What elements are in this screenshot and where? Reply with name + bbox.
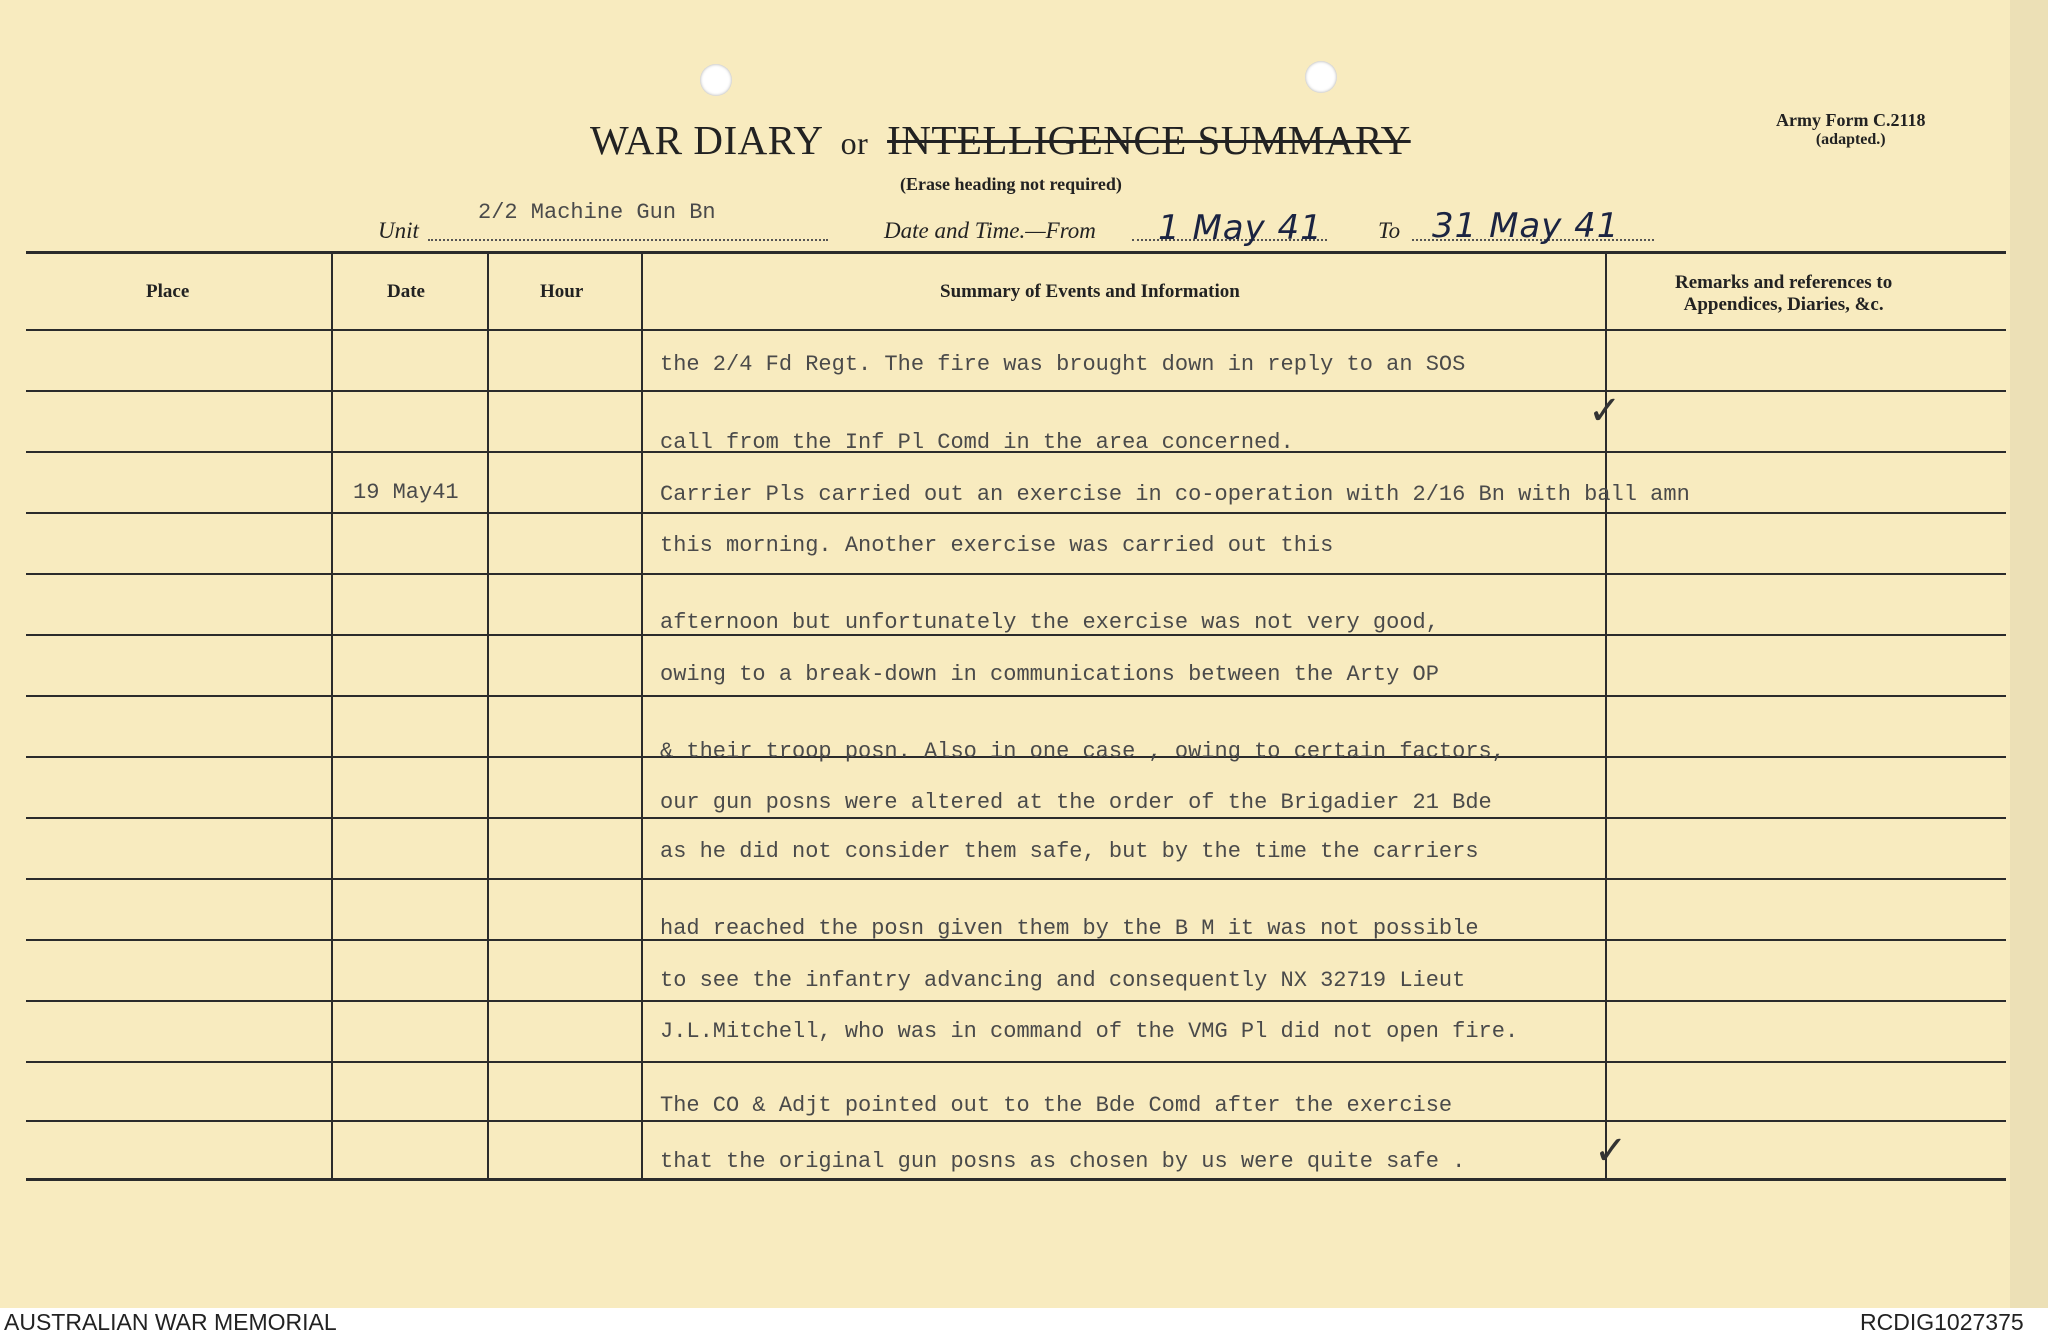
- col-divider-place-date: [331, 252, 333, 1178]
- row-rule: [26, 878, 2006, 880]
- army-form-number: [1776, 110, 1925, 150]
- entry-line: J.L.Mitchell, who was in command of the VMG Pl did not open fire.: [660, 1019, 1519, 1044]
- entry-line: our gun posns were altered at the order of the Brigadier 21 Bde: [660, 790, 1492, 815]
- entry-line: afternoon but unfortunately the exercise was not very good,: [660, 610, 1439, 635]
- date-from-value: 1 May 41: [1158, 208, 1323, 248]
- row-rule: [26, 817, 2006, 819]
- col-divider-hour-summary: [641, 252, 643, 1178]
- col-header-hour: Hour: [540, 281, 584, 302]
- date-to-value: 31 May 41: [1432, 206, 1620, 246]
- row-rule: [26, 1000, 2006, 1002]
- erase-heading-note: (Erase heading not required): [900, 174, 1122, 194]
- entry-line: as he did not consider them safe, but by the time the carriers: [660, 839, 1479, 864]
- unit-value: 2/2 Machine Gun Bn: [478, 200, 716, 225]
- entry-line: owing to a break-down in communications between the Arty OP: [660, 662, 1439, 687]
- check-mark-icon: ✓: [1594, 1128, 1628, 1174]
- footer-archive-name: AUSTRALIAN WAR MEMORIAL: [4, 1309, 337, 1335]
- entry-line: The CO & Adjt pointed out to the Bde Comd after the exercise: [660, 1093, 1453, 1118]
- col-header-place: Place: [146, 281, 190, 302]
- title-war-diary: WAR DIARY: [590, 117, 822, 163]
- row-rule: [26, 695, 2006, 697]
- unit-dotted-line: [428, 239, 828, 241]
- col-header-remarks: [1675, 272, 1892, 316]
- entry-date: 19 May41: [353, 480, 459, 505]
- row-rule: [26, 1061, 2006, 1063]
- entry-line: call from the Inf Pl Comd in the area concerned.: [660, 430, 1294, 455]
- title-or: or: [840, 125, 869, 161]
- entry-line: the 2/4 Fd Regt. The fire was brought down in reply to an SOS: [660, 352, 1466, 377]
- row-rule: [26, 390, 2006, 392]
- row-rule: [26, 512, 2006, 514]
- entry-line: had reached the posn given them by the B M it was not possible: [660, 916, 1479, 941]
- entry-line: this morning. Another exercise was carried out this: [660, 533, 1334, 558]
- unit-label: Unit: [378, 218, 419, 243]
- header-bottom-rule: [26, 329, 2006, 331]
- footer-record-id: RCDIG1027375: [1860, 1309, 2024, 1335]
- army-form-adapted: (adapted.): [1815, 131, 1886, 148]
- col-header-summary: Summary of Events and Information: [940, 281, 1240, 302]
- form-title: [590, 116, 1411, 164]
- row-rule: [26, 573, 2006, 575]
- title-intelligence-summary: INTELLIGENCE SUMMARY: [887, 117, 1411, 163]
- col-divider-date-hour: [487, 252, 489, 1178]
- table-bottom-rule: [26, 1178, 2006, 1181]
- entry-line: that the original gun posns as chosen by us were quite safe .: [660, 1149, 1466, 1174]
- punch-hole-right: [1305, 61, 1337, 93]
- table-top-rule: [26, 251, 2006, 254]
- col-header-remarks-line-1: Remarks and references to: [1675, 272, 1893, 293]
- army-form-label: Army Form C.2118: [1776, 110, 1926, 130]
- entry-line: to see the infantry advancing and consequently NX 32719 Lieut: [660, 968, 1466, 993]
- date-time-label: Date and Time.—From: [884, 218, 1096, 243]
- row-rule: [26, 1120, 2006, 1122]
- check-mark-icon: ✓: [1588, 388, 1622, 434]
- entry-line: Carrier Pls carried out an exercise in co-operation with 2/16 Bn with ball amn: [660, 482, 1690, 507]
- col-header-date: Date: [387, 281, 425, 302]
- entry-line: & their troop posn. Also in one case , owing to certain factors,: [660, 739, 1505, 764]
- page-edge-shadow: [2010, 0, 2048, 1308]
- col-header-remarks-line-2: Appendices, Diaries, &c.: [1683, 294, 1884, 315]
- punch-hole-left: [700, 64, 732, 96]
- to-label: To: [1378, 218, 1401, 243]
